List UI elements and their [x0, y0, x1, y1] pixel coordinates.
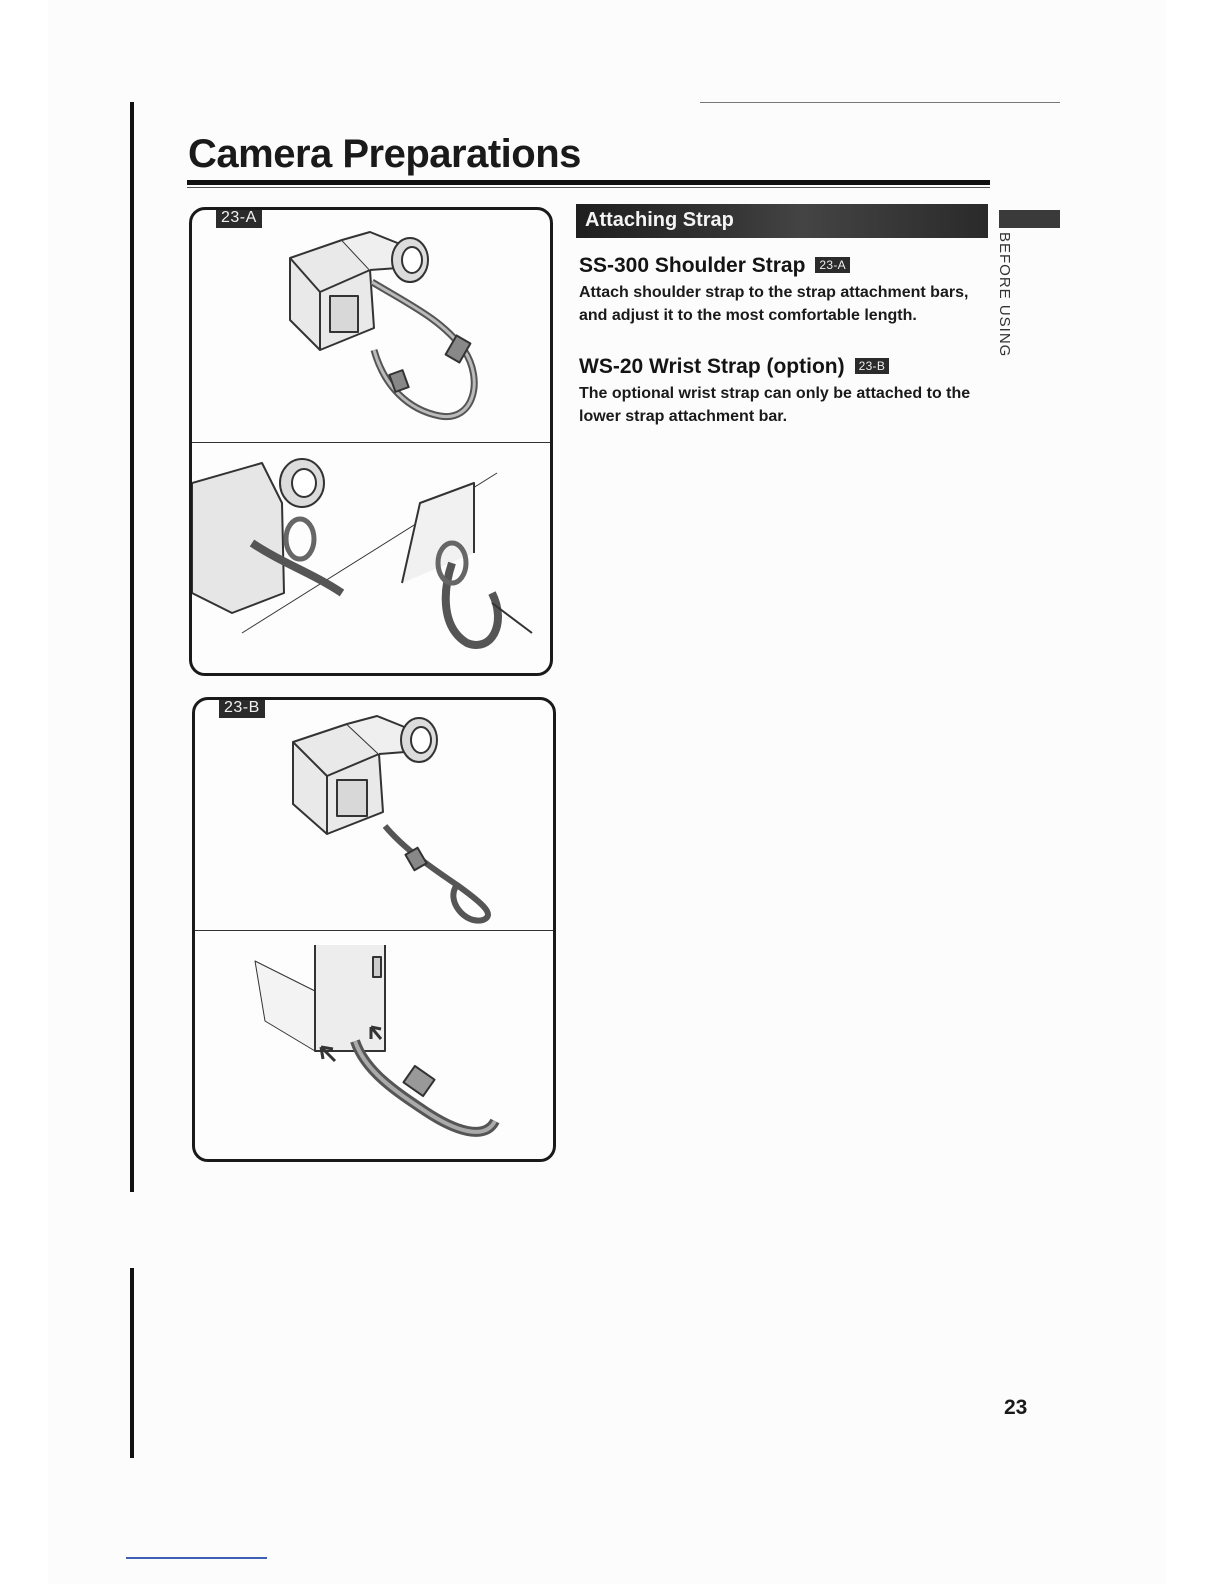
shoulder-strap-text: Attach shoulder strap to the strap attachment bars, and adjust it to the most comfortable length.: [579, 284, 969, 324]
shoulder-strap-heading: [579, 254, 850, 278]
bottom-rule: [126, 1557, 267, 1559]
wrist-strap-illustration: [195, 700, 553, 930]
figure-23-a: [189, 207, 553, 676]
figure-ref-badge: 23-B: [855, 358, 890, 374]
wrist-strap-heading: [579, 355, 889, 379]
page-number: 23: [1004, 1396, 1028, 1419]
left-margin-bar: [130, 102, 134, 1192]
wrist-strap-heading-text: WS-20 Wrist Strap (option): [579, 355, 845, 378]
figure-label: 23-A: [216, 208, 262, 228]
figure-ref-badge: 23-A: [815, 257, 850, 273]
title-underline-thin: [187, 187, 990, 188]
figure-label: 23-B: [219, 698, 265, 718]
shoulder-strap-heading-text: SS-300 Shoulder Strap: [579, 254, 806, 277]
section-title: Attaching Strap: [585, 209, 734, 231]
side-tab-marker: [999, 210, 1060, 228]
left-margin-bar-lower: [130, 1268, 134, 1458]
top-rule: [700, 102, 1060, 103]
side-tab-text: BEFORE USING: [996, 232, 1013, 358]
wrist-strap-text: The optional wrist strap can only be attached to the lower strap attachment bar.: [579, 385, 971, 425]
shoulder-strap-illustration: [192, 210, 550, 442]
figure-23-b: [192, 697, 556, 1162]
strap-attachment-detail-illustration: [192, 443, 550, 673]
title-underline: [187, 180, 990, 185]
section-header-bar: [576, 204, 988, 238]
page-title: Camera Preparations: [188, 132, 581, 176]
wrist-strap-detail-illustration: [195, 931, 553, 1159]
